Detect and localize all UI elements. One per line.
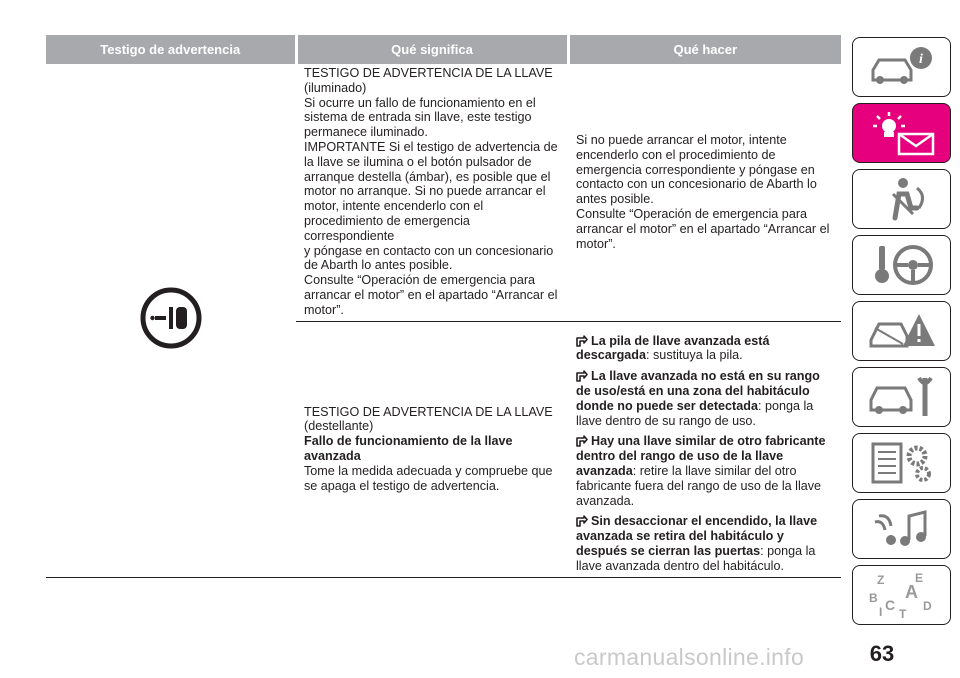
note-bold: La llave avanzada no está en su rango de uso/está en una zona del habitáculo donde no puede ser detectada (576, 369, 820, 413)
action-cell-illuminated (568, 64, 841, 321)
tab-warning-lights[interactable] (852, 103, 951, 163)
meaning-line: IMPORTANTE Si el testigo de advertencia de (304, 139, 558, 154)
multimedia-note-icon (865, 504, 939, 554)
page-number: 63 (869, 641, 895, 666)
tab-technical-data[interactable] (852, 433, 951, 493)
svg-text:i: i (918, 52, 923, 67)
table-row (46, 64, 841, 321)
note-text: : ponga la llave avanzada dentro del habitáculo. (576, 543, 816, 573)
meaning-line: motor”. (304, 302, 344, 317)
action-line: antes posible. (576, 192, 654, 207)
tab-car-info[interactable] (852, 37, 951, 97)
meaning-line: permanece iluminado. (304, 125, 428, 140)
action-line: Consulte “Operación de emergencia para (576, 207, 808, 222)
car-warning-triangle-icon (865, 306, 939, 356)
car-wrench-icon (865, 372, 939, 422)
index-letter: B (868, 591, 878, 605)
meaning-cell-illuminated (296, 64, 568, 321)
header-action: Qué hacer (568, 35, 841, 64)
index-letter: T (898, 607, 906, 620)
meaning-line: (iluminado) (304, 80, 367, 95)
note-arrow-icon (576, 370, 588, 382)
meaning-state: (destellante) (304, 419, 374, 434)
seatbelt-airbag-icon (865, 174, 939, 224)
note-arrow-icon (576, 435, 588, 447)
key-steering-wheel-icon (865, 240, 939, 290)
index-letter: E (914, 571, 923, 585)
chapter-tab-sidebar (852, 37, 952, 631)
note-text: : retire la llave similar del otro fabricante fuera del rango de uso de la llave avanzada. (576, 463, 822, 508)
meaning-line: motor no arranque. Si no puede arrancar el (304, 184, 546, 199)
note-bold: Hay una llave similar de otro fabricante dentro del rango de uso de la llave avanzada (576, 434, 826, 478)
tab-emergency[interactable] (852, 301, 951, 361)
note-bold: Sin desaccionar el encendido, la llave avanzada se retira del habitáculo y después se cierran las puertas (576, 514, 818, 558)
car-info-icon (865, 42, 939, 92)
meaning-line: arrancar el motor” en el apartado “Arrancar el (304, 287, 558, 302)
key-warning-lamp-icon (139, 286, 203, 350)
action-line: Si no puede arrancar el motor, intente (576, 133, 787, 148)
alphabet-index-icon (865, 570, 939, 620)
action-line: encenderlo con el procedimiento de (576, 147, 776, 162)
warning-light-envelope-icon (865, 108, 939, 158)
meaning-cell-flashing (296, 321, 568, 577)
meaning-line: motor, intente encenderlo con el (304, 199, 484, 214)
meaning-text: Tome la medida adecuada y compruebe que se apaga el testigo de advertencia. (304, 463, 553, 493)
tab-driving[interactable] (852, 235, 951, 295)
index-letter: C (884, 597, 895, 613)
warning-lamp-cell (46, 64, 296, 577)
meaning-bold-heading: Fallo de funcionamiento de la llave avanzada (304, 434, 513, 464)
note-item (576, 434, 835, 508)
note-text: : sustituya la pila. (646, 348, 743, 363)
meaning-line: TESTIGO DE ADVERTENCIA DE LA LLAVE (304, 66, 553, 80)
meaning-title: TESTIGO DE ADVERTENCIA DE LA LLAVE (304, 404, 553, 419)
warning-light-table (46, 35, 841, 578)
meaning-line: arranque destella (ámbar), es posible que el (304, 169, 551, 184)
note-bold: La pila de llave avanzada está descargada (576, 333, 770, 363)
tab-maintenance[interactable] (852, 367, 951, 427)
header-meaning: Qué significa (296, 35, 568, 64)
meaning-line: sistema de entrada sin llave, este testigo (304, 110, 532, 125)
table-header-row (46, 35, 841, 64)
meaning-line: Si ocurre un fallo de funcionamiento en el (304, 95, 536, 110)
note-text: : ponga la llave dentro de su rango de uso. (576, 398, 814, 428)
index-letter: Z (876, 573, 884, 587)
action-line: arrancar el motor” en el apartado “Arrancar el (576, 221, 830, 236)
action-line: motor”. (576, 236, 616, 251)
watermark: carmanualsonline.info (574, 644, 805, 670)
list-gears-icon (865, 438, 939, 488)
header-warning-light: Testigo de advertencia (46, 35, 296, 64)
note-item (576, 334, 835, 364)
meaning-line: procedimiento de emergencia correspondiente (304, 213, 470, 243)
meaning-line: la llave se ilumina o el botón pulsador de (304, 154, 532, 169)
note-item (576, 514, 835, 573)
note-item (576, 369, 835, 428)
meaning-line: de Abarth lo antes posible. (304, 258, 453, 273)
tab-safety[interactable] (852, 169, 951, 229)
action-cell-flashing (568, 321, 841, 577)
index-letter: I (878, 605, 882, 619)
note-arrow-icon (576, 335, 588, 347)
tab-index[interactable] (852, 565, 951, 625)
action-line: contacto con un concesionario de Abarth lo (576, 177, 817, 192)
index-letter: A (904, 582, 918, 602)
action-line: emergencia correspondiente y póngase en (576, 162, 815, 177)
meaning-line: Consulte “Operación de emergencia para (304, 273, 536, 288)
index-letter: D (922, 599, 932, 613)
meaning-line: y póngase en contacto con un concesionario (304, 243, 554, 258)
note-arrow-icon (576, 515, 588, 527)
tab-multimedia[interactable] (852, 499, 951, 559)
